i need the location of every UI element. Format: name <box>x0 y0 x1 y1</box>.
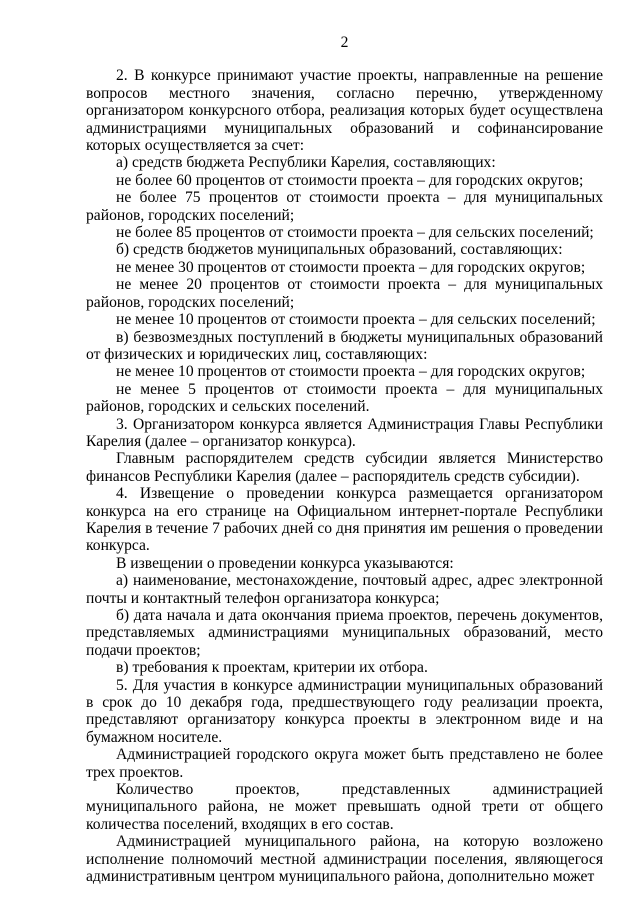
paragraph: не более 85 процентов от стоимости проекта – для сельских поселений; <box>116 224 594 242</box>
document-body <box>86 67 603 885</box>
paragraph: Администрацией муниципального района, на которую возложено исполнение полномочий местной администрации поселения, являющегося административным центром муниципального района, дополнительно может <box>86 833 603 886</box>
paragraph: В извещении о проведении конкурса указываются: <box>116 554 454 572</box>
paragraph: 2. В конкурсе принимают участие проекты, направленные на решение вопросов местного значения, согласно перечню, утвержденному организатором конкурсного отбора, реализация которых будет осуществлена администрациями муниципальных образований и софинансирование которых осуществляется за счет: <box>86 67 603 155</box>
paragraph: в) безвозмездных поступлений в бюджеты муниципальных образований от физических и юридических лиц, составляющих: <box>86 328 603 363</box>
paragraph: б) средств бюджетов муниципальных образований, составляющих: <box>116 241 563 259</box>
paragraph: не менее 10 процентов от стоимости проекта – для сельских поселений; <box>116 311 596 329</box>
paragraph: 5. Для участия в конкурсе администрации муниципальных образований в срок до 10 декабря года, предшествующего году реализации проекта, представляют организатору конкурса проекты в электронном виде и на бумажном носителе. <box>86 676 603 746</box>
paragraph: а) наименование, местонахождение, почтовый адрес, адрес электронной почты и контактный телефон организатора конкурса; <box>86 572 603 607</box>
paragraph: Количество проектов, представленных администрацией муниципального района, не может превышать одной трети от общего количества поселений, входящих в его состав. <box>86 781 603 833</box>
paragraph: Главным распорядителем средств субсидии является Министерство финансов Республики Карелия (далее – распорядитель средств субсидии). <box>86 450 603 485</box>
paragraph: в) требования к проектам, критерии их отбора. <box>116 659 428 677</box>
paragraph: не менее 10 процентов от стоимости проекта – для городских округов; <box>116 363 586 381</box>
paragraph: 3. Организатором конкурса является Администрация Главы Республики Карелия (далее – организатор конкурса). <box>86 415 603 450</box>
paragraph: не более 75 процентов от стоимости проекта – для муниципальных районов, городских поселений; <box>86 189 603 224</box>
paragraph: Администрацией городского округа может быть представлено не более трех проектов. <box>86 746 603 781</box>
paragraph: б) дата начала и дата окончания приема проектов, перечень документов, представляемых администрациями муниципальных образований, место подачи проектов; <box>86 607 603 659</box>
page-number: 2 <box>340 34 349 51</box>
paragraph: не более 60 процентов от стоимости проекта – для городских округов; <box>116 171 584 189</box>
paragraph: 4. Извещение о проведении конкурса размещается организатором конкурса на его странице на Официальном интернет-портале Республики Карелия в течение 7 рабочих дней со дня принятия им решения о проведении конкурса. <box>86 485 603 555</box>
paragraph: не менее 5 процентов от стоимости проекта – для муниципальных районов, городских и сельских поселений. <box>86 380 603 416</box>
paragraph: а) средств бюджета Республики Карелия, составляющих: <box>116 154 496 172</box>
paragraph: не менее 30 процентов от стоимости проекта – для городских округов; <box>116 258 586 276</box>
paragraph: не менее 20 процентов от стоимости проекта – для муниципальных районов, городских поселений; <box>86 276 603 311</box>
